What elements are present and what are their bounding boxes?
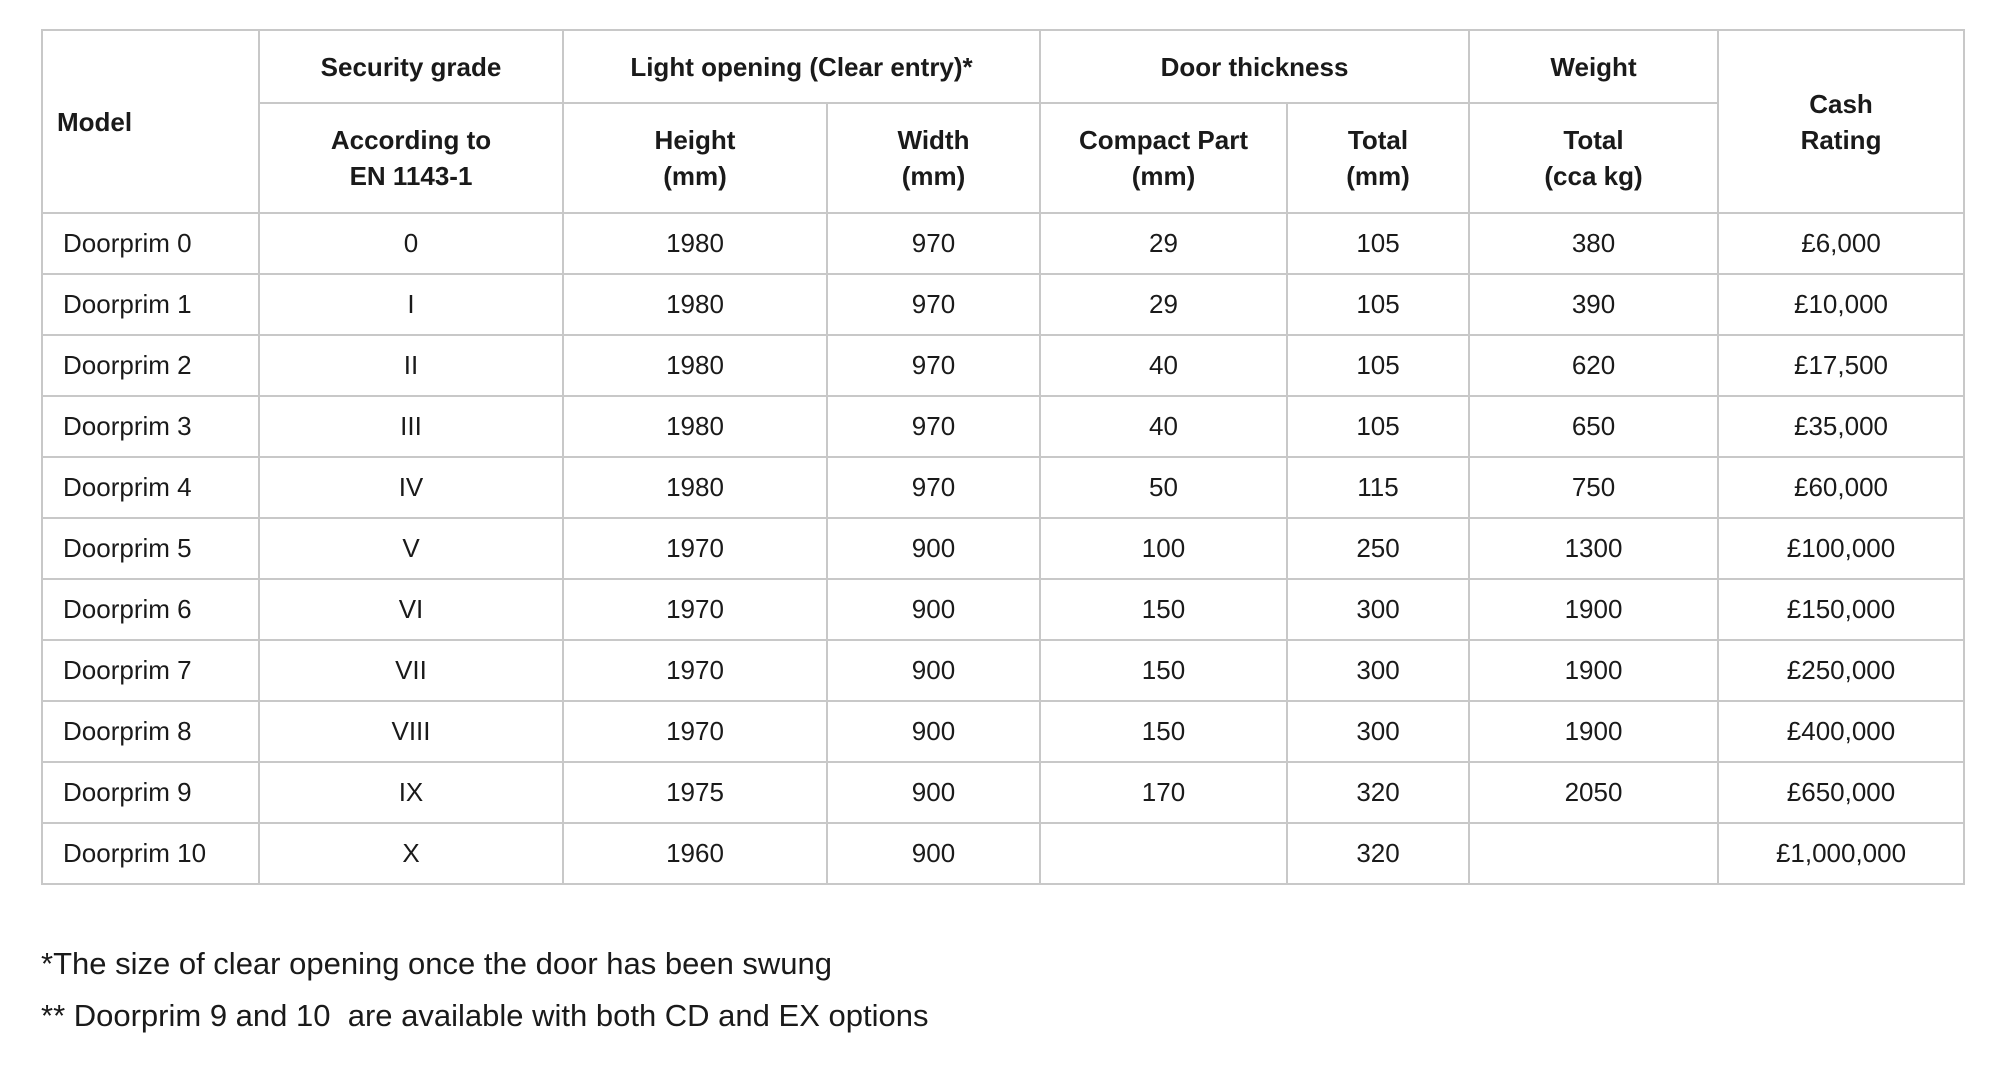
header-weight: Weight <box>1469 30 1718 103</box>
header-cash-rating: Cash Rating <box>1718 30 1964 213</box>
cell-weight-total: 1300 <box>1469 518 1718 579</box>
cell-compact-part <box>1040 823 1287 884</box>
cell-cash-rating: £17,500 <box>1718 335 1964 396</box>
table-row <box>42 762 1964 823</box>
cell-thickness-total: 105 <box>1287 213 1469 274</box>
cell-model: Doorprim 2 <box>42 335 259 396</box>
cell-model: Doorprim 3 <box>42 396 259 457</box>
header-according-to: According to EN 1143-1 <box>259 103 563 213</box>
cell-model: Doorprim 10 <box>42 823 259 884</box>
cell-thickness-total: 320 <box>1287 762 1469 823</box>
header-width: Width (mm) <box>827 103 1040 213</box>
cell-security-grade: 0 <box>259 213 563 274</box>
cell-weight-total: 2050 <box>1469 762 1718 823</box>
header-compact-part: Compact Part (mm) <box>1040 103 1287 213</box>
cell-thickness-total: 320 <box>1287 823 1469 884</box>
cell-height: 1980 <box>563 274 827 335</box>
cell-width: 900 <box>827 579 1040 640</box>
cell-security-grade: VI <box>259 579 563 640</box>
header-thickness-total: Total (mm) <box>1287 103 1469 213</box>
table-body <box>42 213 1964 884</box>
cell-height: 1970 <box>563 579 827 640</box>
cell-weight-total: 380 <box>1469 213 1718 274</box>
table-row <box>42 213 1964 274</box>
table-row <box>42 640 1964 701</box>
cell-cash-rating: £250,000 <box>1718 640 1964 701</box>
cell-compact-part: 100 <box>1040 518 1287 579</box>
cell-height: 1970 <box>563 640 827 701</box>
cell-width: 970 <box>827 457 1040 518</box>
table-row <box>42 518 1964 579</box>
header-security-grade: Security grade <box>259 30 563 103</box>
cell-height: 1970 <box>563 518 827 579</box>
cell-cash-rating: £60,000 <box>1718 457 1964 518</box>
cell-model: Doorprim 1 <box>42 274 259 335</box>
cell-height: 1980 <box>563 335 827 396</box>
cell-cash-rating: £150,000 <box>1718 579 1964 640</box>
cell-compact-part: 150 <box>1040 640 1287 701</box>
cell-weight-total: 620 <box>1469 335 1718 396</box>
header-weight-total: Total (cca kg) <box>1469 103 1718 213</box>
cell-weight-total: 1900 <box>1469 701 1718 762</box>
doorprim-spec-table <box>41 29 1965 885</box>
cell-compact-part: 150 <box>1040 701 1287 762</box>
cell-width: 900 <box>827 518 1040 579</box>
cell-height: 1975 <box>563 762 827 823</box>
footnotes <box>41 938 928 1042</box>
header-light-opening: Light opening (Clear entry)* <box>563 30 1040 103</box>
cell-height: 1980 <box>563 457 827 518</box>
header-model: Model <box>42 30 259 213</box>
table-row <box>42 823 1964 884</box>
cell-compact-part: 40 <box>1040 396 1287 457</box>
header-sub-row <box>42 103 1964 213</box>
cell-cash-rating: £100,000 <box>1718 518 1964 579</box>
cell-security-grade: III <box>259 396 563 457</box>
cell-compact-part: 29 <box>1040 274 1287 335</box>
cell-security-grade: II <box>259 335 563 396</box>
cell-weight-total <box>1469 823 1718 884</box>
cell-compact-part: 40 <box>1040 335 1287 396</box>
cell-width: 970 <box>827 213 1040 274</box>
cell-weight-total: 390 <box>1469 274 1718 335</box>
cell-thickness-total: 300 <box>1287 579 1469 640</box>
cell-thickness-total: 105 <box>1287 274 1469 335</box>
cell-compact-part: 50 <box>1040 457 1287 518</box>
cell-thickness-total: 115 <box>1287 457 1469 518</box>
footnote-cd-ex-options: ** Doorprim 9 and 10 are available with both CD and EX options <box>41 998 929 1033</box>
cell-compact-part: 29 <box>1040 213 1287 274</box>
header-height: Height (mm) <box>563 103 827 213</box>
header-door-thickness: Door thickness <box>1040 30 1469 103</box>
cell-thickness-total: 300 <box>1287 640 1469 701</box>
table-row <box>42 701 1964 762</box>
table-row <box>42 396 1964 457</box>
cell-width: 970 <box>827 274 1040 335</box>
cell-model: Doorprim 0 <box>42 213 259 274</box>
table-row <box>42 274 1964 335</box>
cell-weight-total: 1900 <box>1469 579 1718 640</box>
cell-height: 1960 <box>563 823 827 884</box>
cell-security-grade: V <box>259 518 563 579</box>
cell-security-grade: IV <box>259 457 563 518</box>
cell-width: 970 <box>827 335 1040 396</box>
cell-security-grade: X <box>259 823 563 884</box>
cell-thickness-total: 300 <box>1287 701 1469 762</box>
footnote-clear-opening: *The size of clear opening once the door has been swung <box>41 946 833 981</box>
cell-weight-total: 750 <box>1469 457 1718 518</box>
cell-security-grade: VIII <box>259 701 563 762</box>
cell-cash-rating: £400,000 <box>1718 701 1964 762</box>
table-row <box>42 579 1964 640</box>
cell-width: 900 <box>827 823 1040 884</box>
cell-cash-rating: £1,000,000 <box>1718 823 1964 884</box>
cell-security-grade: VII <box>259 640 563 701</box>
header-group-row <box>42 30 1964 103</box>
cell-model: Doorprim 7 <box>42 640 259 701</box>
cell-model: Doorprim 4 <box>42 457 259 518</box>
table-row <box>42 335 1964 396</box>
cell-model: Doorprim 9 <box>42 762 259 823</box>
cell-weight-total: 1900 <box>1469 640 1718 701</box>
cell-compact-part: 170 <box>1040 762 1287 823</box>
cell-width: 970 <box>827 396 1040 457</box>
cell-security-grade: I <box>259 274 563 335</box>
cell-height: 1970 <box>563 701 827 762</box>
cell-cash-rating: £6,000 <box>1718 213 1964 274</box>
cell-model: Doorprim 8 <box>42 701 259 762</box>
table-header <box>42 30 1964 213</box>
cell-weight-total: 650 <box>1469 396 1718 457</box>
cell-thickness-total: 105 <box>1287 335 1469 396</box>
cell-thickness-total: 250 <box>1287 518 1469 579</box>
cell-compact-part: 150 <box>1040 579 1287 640</box>
cell-cash-rating: £650,000 <box>1718 762 1964 823</box>
cell-cash-rating: £10,000 <box>1718 274 1964 335</box>
cell-height: 1980 <box>563 396 827 457</box>
cell-height: 1980 <box>563 213 827 274</box>
cell-thickness-total: 105 <box>1287 396 1469 457</box>
cell-security-grade: IX <box>259 762 563 823</box>
table-row <box>42 457 1964 518</box>
cell-width: 900 <box>827 762 1040 823</box>
cell-model: Doorprim 5 <box>42 518 259 579</box>
cell-width: 900 <box>827 640 1040 701</box>
cell-width: 900 <box>827 701 1040 762</box>
cell-cash-rating: £35,000 <box>1718 396 1964 457</box>
cell-model: Doorprim 6 <box>42 579 259 640</box>
